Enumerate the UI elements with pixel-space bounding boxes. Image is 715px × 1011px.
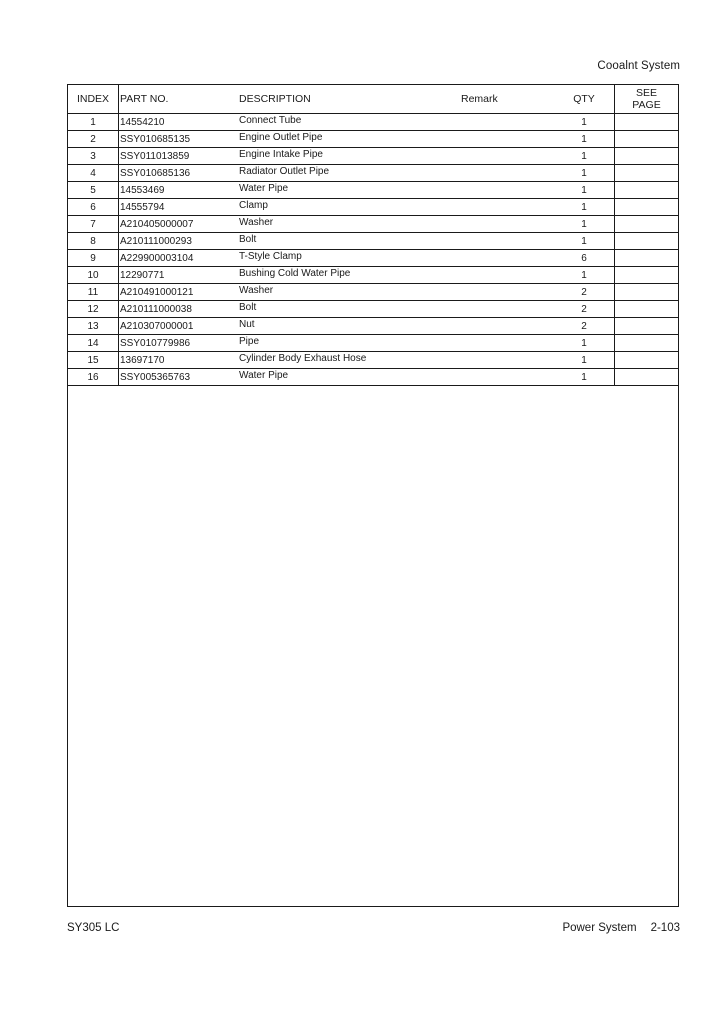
table-row xyxy=(68,369,678,386)
cell-see-page xyxy=(615,182,679,199)
cell-description: Engine Outlet Pipe xyxy=(239,129,457,146)
cell-part-no: SSY010685136 xyxy=(119,165,240,182)
cell-qty: 1 xyxy=(554,216,615,233)
cell-index: 3 xyxy=(68,148,119,165)
cell-description: Water Pipe xyxy=(239,367,457,384)
cell-see-page xyxy=(615,233,679,250)
cell-qty: 1 xyxy=(554,182,615,199)
cell-index: 6 xyxy=(68,199,119,216)
cell-qty: 1 xyxy=(554,369,615,386)
cell-remark xyxy=(457,318,554,335)
cell-index: 10 xyxy=(68,267,119,284)
cell-part-no: A210491000121 xyxy=(119,284,240,301)
column-header-see-page xyxy=(615,85,679,114)
cell-description: Bolt xyxy=(239,299,457,316)
parts-table xyxy=(68,85,678,386)
cell-description: Bolt xyxy=(239,231,457,248)
page-number: 2-103 xyxy=(650,922,680,934)
cell-qty: 1 xyxy=(554,233,615,250)
cell-index: 1 xyxy=(68,114,119,131)
column-header-qty: QTY xyxy=(554,85,615,114)
column-header-index: INDEX xyxy=(68,85,119,114)
cell-description: Connect Tube xyxy=(239,112,457,129)
footer-page-info xyxy=(562,922,680,934)
cell-remark xyxy=(457,148,554,165)
cell-description: Radiator Outlet Pipe xyxy=(239,163,457,180)
cell-part-no: A210405000007 xyxy=(119,216,240,233)
cell-description: Washer xyxy=(239,282,457,299)
cell-remark xyxy=(457,267,554,284)
cell-see-page xyxy=(615,131,679,148)
cell-see-page xyxy=(615,318,679,335)
cell-part-no: A210111000293 xyxy=(119,233,240,250)
footer-section: Power System xyxy=(562,922,637,934)
cell-index: 4 xyxy=(68,165,119,182)
see-page-line-1: SEE xyxy=(635,87,657,99)
see-page-line-2: PAGE xyxy=(632,99,661,111)
cell-qty: 1 xyxy=(554,267,615,284)
cell-qty: 1 xyxy=(554,165,615,182)
cell-part-no: 14553469 xyxy=(119,182,240,199)
cell-description: Nut xyxy=(239,316,457,333)
cell-remark xyxy=(457,216,554,233)
cell-remark xyxy=(457,335,554,352)
cell-description: Pipe xyxy=(239,333,457,350)
cell-part-no: SSY005365763 xyxy=(119,369,240,386)
cell-qty: 2 xyxy=(554,301,615,318)
cell-index: 11 xyxy=(68,284,119,301)
cell-part-no: 13697170 xyxy=(119,352,240,369)
cell-index: 16 xyxy=(68,369,119,386)
cell-qty: 1 xyxy=(554,148,615,165)
cell-see-page xyxy=(615,216,679,233)
cell-see-page xyxy=(615,284,679,301)
cell-remark xyxy=(457,369,554,386)
cell-index: 7 xyxy=(68,216,119,233)
cell-part-no: A229900003104 xyxy=(119,250,240,267)
cell-remark xyxy=(457,131,554,148)
cell-part-no: SSY011013859 xyxy=(119,148,240,165)
cell-remark xyxy=(457,199,554,216)
footer-model: SY305 LC xyxy=(67,922,120,934)
cell-remark xyxy=(457,165,554,182)
cell-index: 5 xyxy=(68,182,119,199)
cell-qty: 2 xyxy=(554,284,615,301)
cell-qty: 1 xyxy=(554,131,615,148)
cell-qty: 1 xyxy=(554,199,615,216)
cell-description: Water Pipe xyxy=(239,180,457,197)
cell-description: Washer xyxy=(239,214,457,231)
cell-remark xyxy=(457,301,554,318)
cell-see-page xyxy=(615,114,679,131)
cell-index: 15 xyxy=(68,352,119,369)
cell-qty: 2 xyxy=(554,318,615,335)
cell-remark xyxy=(457,233,554,250)
column-header-remark: Remark xyxy=(457,85,554,114)
cell-index: 9 xyxy=(68,250,119,267)
cell-description: Bushing Cold Water Pipe xyxy=(239,265,457,282)
cell-part-no: 12290771 xyxy=(119,267,240,284)
cell-description: Clamp xyxy=(239,197,457,214)
cell-part-no: 14555794 xyxy=(119,199,240,216)
cell-remark xyxy=(457,284,554,301)
cell-see-page xyxy=(615,165,679,182)
cell-part-no: SSY010685135 xyxy=(119,131,240,148)
table-header-row xyxy=(68,85,678,114)
cell-description: Engine Intake Pipe xyxy=(239,146,457,163)
cell-index: 14 xyxy=(68,335,119,352)
cell-see-page xyxy=(615,267,679,284)
cell-see-page xyxy=(615,301,679,318)
cell-see-page xyxy=(615,335,679,352)
cell-description: T-Style Clamp xyxy=(239,248,457,265)
cell-see-page xyxy=(615,250,679,267)
cell-remark xyxy=(457,352,554,369)
cell-index: 2 xyxy=(68,131,119,148)
cell-remark xyxy=(457,250,554,267)
cell-remark xyxy=(457,182,554,199)
cell-index: 13 xyxy=(68,318,119,335)
cell-part-no: 14554210 xyxy=(119,114,240,131)
cell-qty: 1 xyxy=(554,114,615,131)
cell-remark xyxy=(457,114,554,131)
cell-see-page xyxy=(615,369,679,386)
cell-index: 8 xyxy=(68,233,119,250)
cell-qty: 6 xyxy=(554,250,615,267)
cell-see-page xyxy=(615,352,679,369)
section-title: Cooalnt System xyxy=(597,60,680,72)
parts-list-frame xyxy=(67,84,679,907)
cell-see-page xyxy=(615,148,679,165)
column-header-part-no: PART NO. xyxy=(119,85,240,114)
cell-index: 12 xyxy=(68,301,119,318)
column-header-description: DESCRIPTION xyxy=(239,85,457,114)
cell-description: Cylinder Body Exhaust Hose xyxy=(239,350,457,367)
cell-qty: 1 xyxy=(554,352,615,369)
parts-table-body xyxy=(68,114,678,386)
cell-see-page xyxy=(615,199,679,216)
cell-qty: 1 xyxy=(554,335,615,352)
cell-part-no: A210111000038 xyxy=(119,301,240,318)
cell-part-no: SSY010779986 xyxy=(119,335,240,352)
cell-part-no: A210307000001 xyxy=(119,318,240,335)
